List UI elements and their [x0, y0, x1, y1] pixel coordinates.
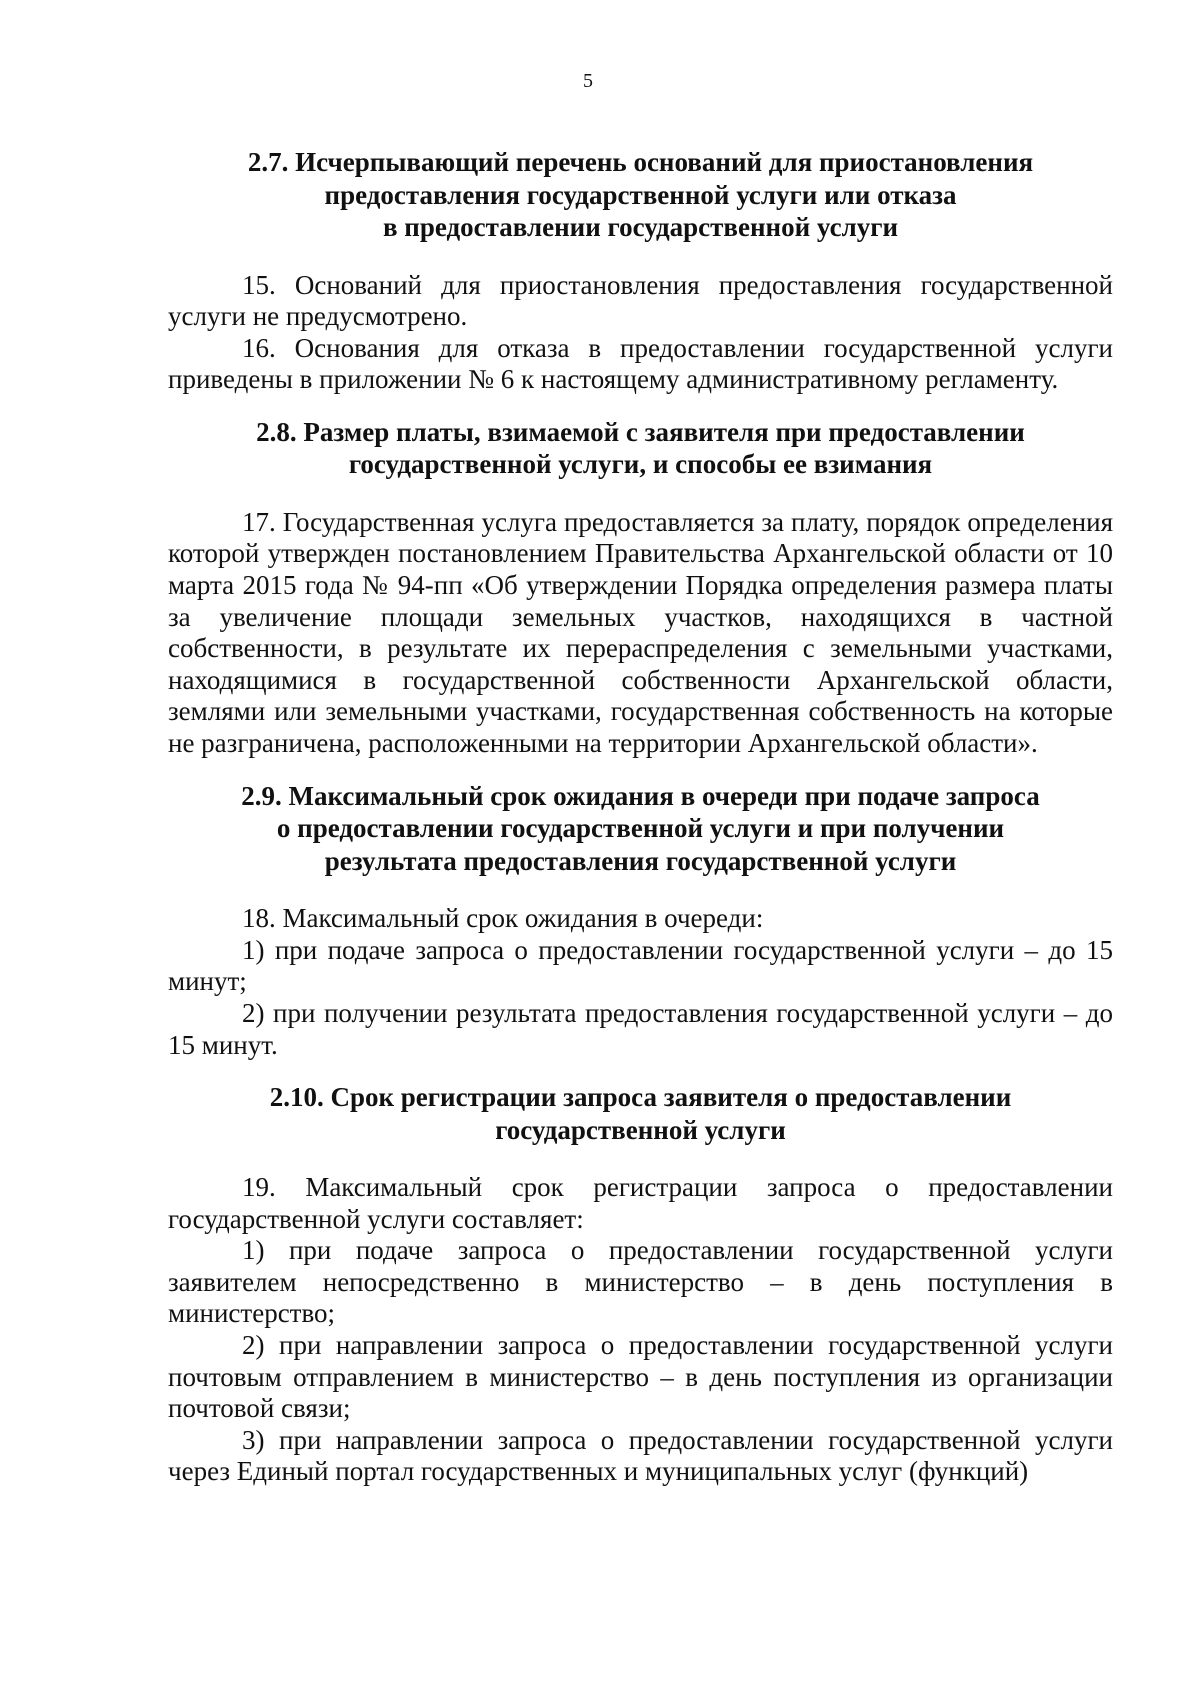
paragraph-18-item-2: 2) при получении результата предоставления государственной услуги – до 15 минут. [168, 997, 1113, 1060]
document-body [168, 146, 1113, 1488]
section-heading-2-7 [168, 146, 1113, 244]
paragraph-18-item-1: 1) при подаче запроса о предоставлении государственной услуги – до 15 минут; [168, 934, 1113, 997]
section-heading-2-8 [168, 416, 1113, 481]
paragraph-15: 15. Оснований для приостановления предоставления государственной услуги не предусмотрено. [168, 269, 1113, 332]
section-heading-2-10 [168, 1081, 1113, 1146]
paragraph-16: 16. Основания для отказа в предоставлении государственной услуги приведены в приложении № 6 к настоящему административному регламенту. [168, 332, 1113, 395]
paragraph-19: 19. Максимальный срок регистрации запроса о предоставлении государственной услуги составляет: [168, 1172, 1113, 1234]
spacer [168, 396, 1113, 416]
paragraph-19-item-3: 3) при направлении запроса о предоставлении государственной услуги через Единый портал государственных и муниципальных услуг (функций) [168, 1424, 1113, 1487]
spacer [168, 760, 1113, 780]
paragraph-17: 17. Государственная услуга предоставляется за плату, порядок определения которой утвержден постановлением Правительства Архангельской области от 10 марта 2015 года № 94-пп «Об утверждении Порядка определения размера платы за увеличение площади земельных участков, находящихся в частной собственности, в результате их перераспределения с земельными участками, находящимися в государственной собственности Архангельской области, землями или земельными участками, государственная собственность на которые не разграничена, расположенными на территории Архангельской области». [168, 506, 1113, 759]
spacer [168, 244, 1113, 270]
heading-line: 2.8. Размер платы, взимаемой с заявителя при предоставлении [256, 416, 1025, 447]
heading-line: государственной услуги, и способы ее взимания [348, 449, 933, 480]
section-heading-2-9 [168, 780, 1113, 878]
page-number: 5 [583, 70, 593, 92]
heading-line: 2.7. Исчерпывающий перечень оснований для приостановления [247, 147, 1034, 177]
heading-line: результата предоставления государственной услуги [324, 845, 957, 876]
paragraph-19-item-1: 1) при подаче запроса о предоставлении государственной услуги заявителем непосредственно в министерство – в день поступления в министерство; [168, 1235, 1113, 1329]
heading-line: в предоставлении государственной услуги [382, 212, 899, 242]
spacer [168, 877, 1113, 903]
spacer [168, 481, 1113, 507]
heading-line: 2.10. Срок регистрации запроса заявителя о предоставлении [269, 1082, 1012, 1113]
heading-line: 2.9. Максимальный срок ожидания в очереди при подаче запроса [241, 780, 1040, 811]
heading-line: государственной услуги [495, 1114, 786, 1145]
spacer [168, 1061, 1113, 1081]
heading-line: предоставления государственной услуги или отказа [324, 179, 957, 210]
spacer [168, 1146, 1113, 1172]
paragraph-18: 18. Максимальный срок ожидания в очереди: [242, 903, 764, 934]
heading-line: о предоставлении государственной услуги и при получении [276, 813, 1005, 844]
paragraph-19-item-2: 2) при направлении запроса о предоставлении государственной услуги почтовым отправлением в министерство – в день поступления из организации почтовой связи; [168, 1330, 1113, 1424]
